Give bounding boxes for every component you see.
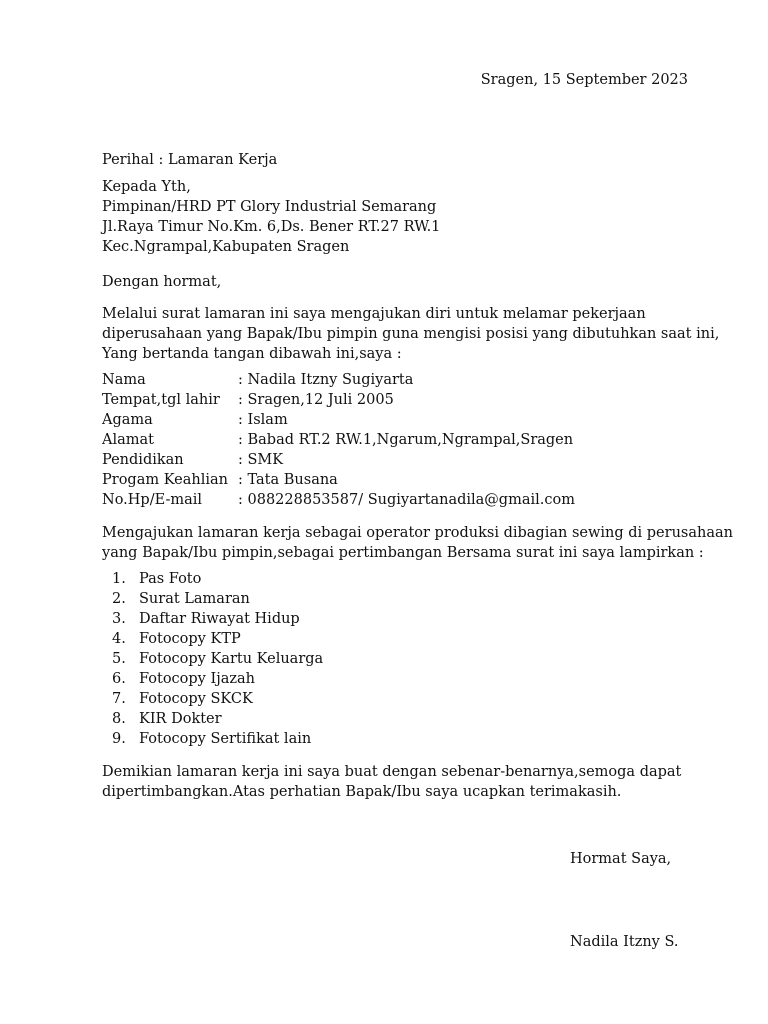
attachment-item	[112, 609, 300, 629]
attachment-number: 6.	[112, 671, 126, 687]
attachment-text: Fotocopy Sertifikat lain	[139, 731, 312, 747]
attachment-number: 9.	[112, 731, 126, 747]
attachment-item	[112, 709, 222, 729]
letter-subject: Perihal : Lamaran Kerja	[102, 152, 278, 168]
attachment-item	[112, 629, 241, 649]
attachment-number: 2.	[112, 591, 126, 607]
field-label: Alamat	[102, 432, 154, 448]
attachment-number: 7.	[112, 691, 126, 707]
application-line: Mengajukan lamaran kerja sebagai operator produksi dibagian sewing di perusahaan	[102, 525, 733, 541]
recipient-line: Kepada Yth,	[102, 179, 191, 195]
field-value: : SMK	[238, 452, 284, 468]
attachment-item	[112, 569, 201, 589]
field-label: No.Hp/E-mail	[102, 492, 203, 508]
field-value: : Tata Busana	[238, 472, 338, 488]
attachment-item	[112, 589, 250, 609]
closing-title: Hormat Saya,	[570, 851, 672, 867]
field-label: Agama	[102, 412, 153, 428]
application-line: yang Bapak/Ibu pimpin,sebagai pertimbangan Bersama surat ini saya lampirkan :	[102, 545, 704, 561]
recipient-line: Kec.Ngrampal,Kabupaten Sragen	[102, 239, 350, 255]
applicant-row-birth	[102, 390, 394, 410]
intro-line: Melalui surat lamaran ini saya mengajukan diri untuk melamar pekerjaan	[102, 306, 646, 322]
field-label: Nama	[102, 372, 146, 388]
field-value: : Nadila Itzny Sugiyarta	[238, 372, 414, 388]
attachment-item	[112, 689, 253, 709]
attachment-text: Fotocopy SKCK	[139, 691, 253, 707]
field-value: : Islam	[238, 412, 288, 428]
applicant-row-address	[102, 430, 573, 450]
attachment-number: 4.	[112, 631, 126, 647]
greeting: Dengan hormat,	[102, 274, 222, 290]
attachment-number: 5.	[112, 651, 126, 667]
letter-date: Sragen, 15 September 2023	[480, 72, 688, 88]
attachment-text: KIR Dokter	[139, 711, 222, 727]
attachment-item	[112, 649, 323, 669]
attachment-item	[112, 669, 255, 689]
applicant-row-program	[102, 470, 338, 490]
attachment-text: Surat Lamaran	[139, 591, 250, 607]
recipient-line: Jl.Raya Timur No.Km. 6,Ds. Bener RT.27 RW.1	[102, 219, 441, 235]
intro-line: diperusahaan yang Bapak/Ibu pimpin guna mengisi posisi yang dibutuhkan saat ini,	[102, 326, 720, 342]
signature-name: Nadila Itzny S.	[570, 934, 679, 950]
intro-line: Yang bertanda tangan dibawah ini,saya :	[102, 346, 402, 362]
field-label: Tempat,tgl lahir	[102, 392, 220, 408]
attachment-text: Pas Foto	[139, 571, 202, 587]
applicant-row-contact	[102, 490, 575, 510]
field-value: : 088228853587/ Sugiyartanadila@gmail.com	[238, 492, 575, 508]
attachment-text: Fotocopy Ijazah	[139, 671, 255, 687]
applicant-row-religion	[102, 410, 288, 430]
applicant-row-name	[102, 370, 413, 390]
attachment-number: 3.	[112, 611, 126, 627]
field-value: : Sragen,12 Juli 2005	[238, 392, 394, 408]
recipient-line: Pimpinan/HRD PT Glory Industrial Semarang	[102, 199, 437, 215]
closing-line: dipertimbangkan.Atas perhatian Bapak/Ibu saya ucapkan terimakasih.	[102, 784, 622, 800]
attachment-item	[112, 729, 311, 749]
attachment-text: Fotocopy Kartu Keluarga	[139, 651, 324, 667]
attachment-number: 1.	[112, 571, 126, 587]
attachment-number: 8.	[112, 711, 126, 727]
attachment-text: Fotocopy KTP	[139, 631, 241, 647]
field-label: Pendidikan	[102, 452, 184, 468]
attachment-text: Daftar Riwayat Hidup	[139, 611, 300, 627]
applicant-row-education	[102, 450, 283, 470]
closing-line: Demikian lamaran kerja ini saya buat dengan sebenar-benarnya,semoga dapat	[102, 764, 682, 780]
field-value: : Babad RT.2 RW.1,Ngarum,Ngrampal,Sragen	[238, 432, 574, 448]
field-label: Progam Keahlian	[102, 472, 228, 488]
